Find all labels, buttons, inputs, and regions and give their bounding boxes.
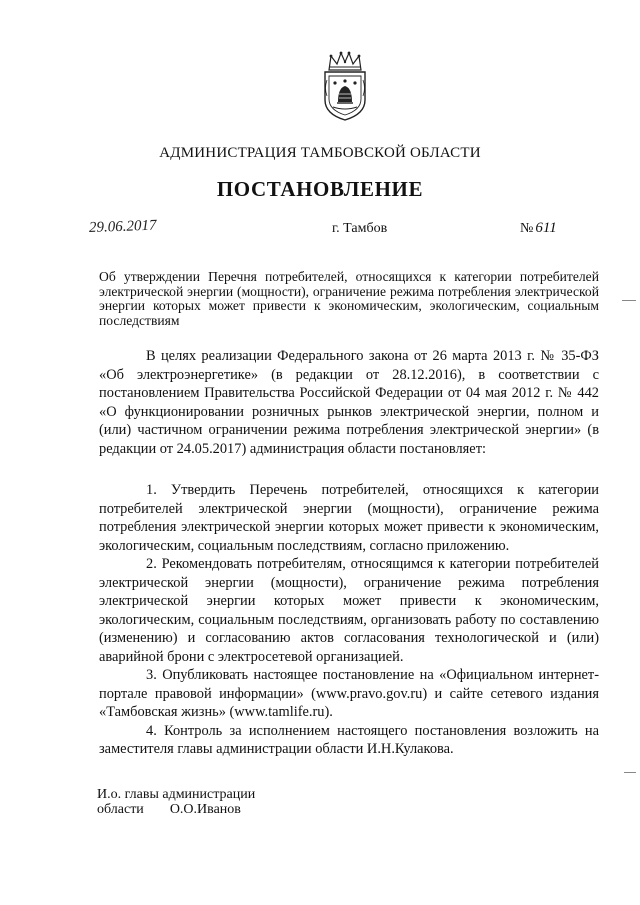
signature-block: [97, 787, 255, 817]
resolution-item-2: 2. Рекомендовать потребителям, относящимся к категории потребителей электрической энергии (мощности), ограничение режима потребления электрической энергии которых может привести к экономическим, экологическим, социальным последствиям, организовать работу по составлению (изменению) и согласованию актов согласования технологической и (или) аварийной брони с электросетевой организацией.: [99, 556, 599, 665]
scan-edge-mark: [622, 300, 636, 301]
organization-name: АДМИНИСТРАЦИЯ ТАМБОВСКОЙ ОБЛАСТИ: [159, 145, 481, 161]
tambov-coat-of-arms-icon: [321, 50, 369, 122]
document-title: ПОСТАНОВЛЕНИЕ: [216, 177, 424, 201]
signatory-title-line2: области: [97, 802, 144, 817]
number-label: №: [520, 221, 534, 236]
document-subject: Об утверждении Перечня потребителей, относящихся к категории потребителей электрической энергии (мощности), ограничение режима потребления электрической энергии которых может привести к экономическим, экологическим, социальным последствиям: [99, 269, 599, 328]
signatory-name: О.О.Иванов: [169, 802, 241, 817]
intro-paragraph: В целях реализации Федерального закона от 26 марта 2013 г. № 35-ФЗ «Об электроэнергетике» (в редакции от 28.12.2016), в соответствии с постановлением Правительства Российской Федерации от 04 мая 2012 г. № 442 «О функционировании розничных рынков электрической энергии, полном и (или) частичном ограничении режима потребления электрической энергии» (в редакции от 24.05.2017) администрация области постановляет:: [99, 348, 599, 457]
resolution-item-1: 1. Утвердить Перечень потребителей, относящихся к категории потребителей электрической энергии (мощности), ограничение режима потребления электрической энергии которых может привести к экономическим, экологическим, социальным последствиям, согласно приложению.: [99, 482, 599, 554]
signatory-title-line1: И.о. главы администрации: [97, 787, 256, 802]
scan-edge-mark: [624, 772, 636, 773]
document-number: [520, 220, 557, 237]
resolution-item-3: 3. Опубликовать настоящее постановление на «Официальном интернет-портале правовой информации» (www.pravo.gov.ru) и сайте сетевого издания «Тамбовская жизнь» (www.tamlife.ru).: [99, 667, 599, 720]
number-value: 611: [535, 220, 557, 236]
document-body: [99, 347, 599, 759]
document-date: 29.06.2017: [88, 217, 157, 236]
document-city: г. Тамбов: [332, 221, 388, 236]
resolution-item-4: 4. Контроль за исполнением настоящего постановления возложить на заместителя главы администрации области И.Н.Кулакова.: [99, 722, 599, 757]
